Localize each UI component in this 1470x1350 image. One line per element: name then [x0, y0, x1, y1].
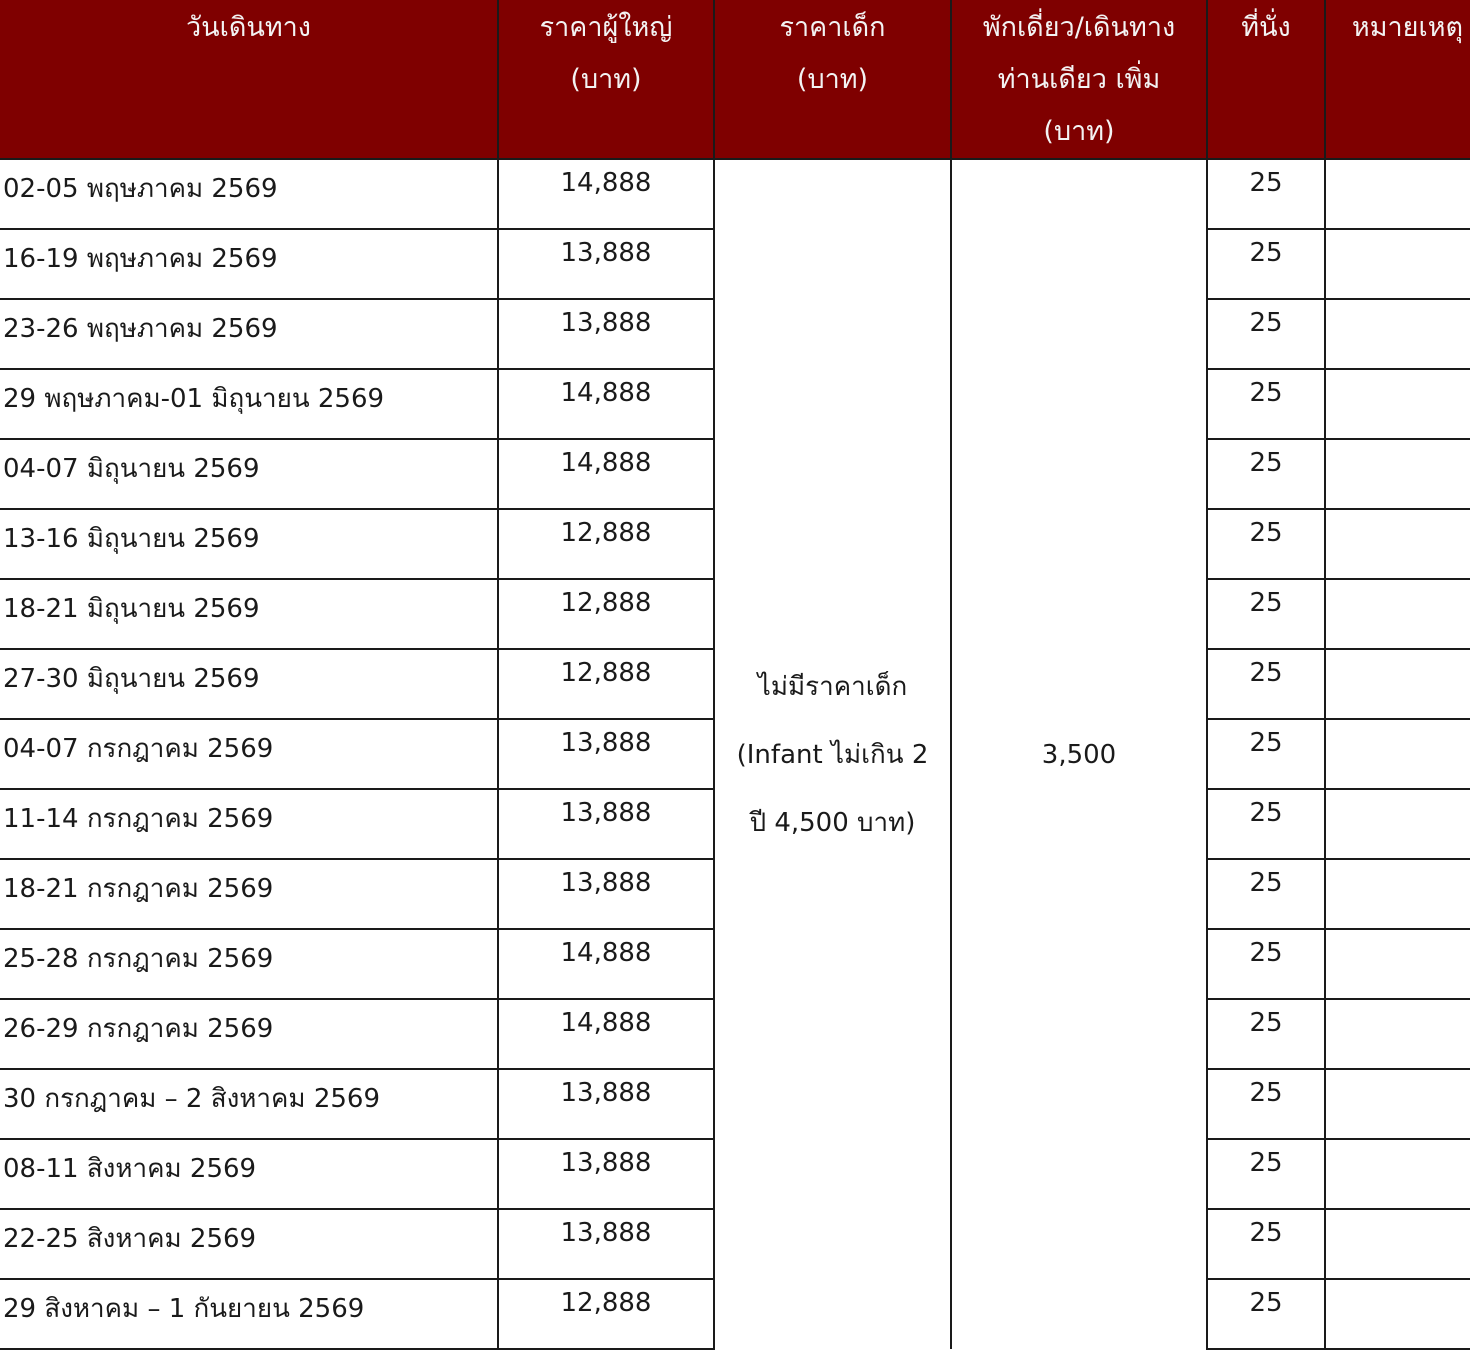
child-price-cell: [714, 159, 951, 1349]
seats-cell: 25: [1207, 299, 1325, 369]
seats-cell: 25: [1207, 1279, 1325, 1349]
seats-cell: 25: [1207, 719, 1325, 789]
adult-price-cell: 13,888: [498, 299, 714, 369]
adult-price-cell: 12,888: [498, 649, 714, 719]
note-cell: [1325, 229, 1470, 299]
adult-price-cell: 13,888: [498, 1209, 714, 1279]
adult-price-cell: 14,888: [498, 369, 714, 439]
adult-price-cell: 14,888: [498, 929, 714, 999]
header-line: ท่านเดียว เพิ่ม: [997, 64, 1161, 95]
single-supplement-cell: 3,500: [951, 159, 1207, 1349]
header-date: [0, 0, 498, 159]
header-line: พักเดี่ยว/เดินทาง: [982, 12, 1176, 43]
child-price-line: ปี 4,500 บาท): [749, 807, 916, 838]
adult-price-cell: 13,888: [498, 719, 714, 789]
note-cell: [1325, 999, 1470, 1069]
note-cell: [1325, 789, 1470, 859]
seats-cell: 25: [1207, 159, 1325, 229]
travel-date-cell: 29 สิงหาคม – 1 กันยายน 2569: [0, 1279, 498, 1349]
adult-price-cell: 12,888: [498, 579, 714, 649]
travel-date-cell: 26-29 กรกฎาคม 2569: [0, 999, 498, 1069]
seats-cell: 25: [1207, 369, 1325, 439]
travel-date-cell: 25-28 กรกฎาคม 2569: [0, 929, 498, 999]
note-cell: [1325, 439, 1470, 509]
travel-date-cell: 16-19 พฤษภาคม 2569: [0, 229, 498, 299]
header-line: (บาท): [1043, 116, 1115, 147]
adult-price-cell: 12,888: [498, 509, 714, 579]
header-child-price: [714, 0, 951, 159]
adult-price-cell: 14,888: [498, 439, 714, 509]
adult-price-cell: 13,888: [498, 1069, 714, 1139]
note-cell: [1325, 1139, 1470, 1209]
adult-price-cell: 13,888: [498, 789, 714, 859]
header-line: วันเดินทาง: [186, 12, 311, 43]
adult-price-cell: 13,888: [498, 1139, 714, 1209]
header-note: [1325, 0, 1470, 159]
note-cell: [1325, 579, 1470, 649]
header-line: (บาท): [570, 64, 642, 95]
seats-cell: 25: [1207, 439, 1325, 509]
travel-date-cell: 04-07 กรกฎาคม 2569: [0, 719, 498, 789]
note-cell: [1325, 1279, 1470, 1349]
header-line: ที่นั่ง: [1241, 12, 1291, 43]
note-cell: [1325, 1069, 1470, 1139]
note-cell: [1325, 159, 1470, 229]
travel-date-cell: 18-21 มิถุนายน 2569: [0, 579, 498, 649]
adult-price-cell: 13,888: [498, 229, 714, 299]
adult-price-cell: 13,888: [498, 859, 714, 929]
travel-date-cell: 29 พฤษภาคม-01 มิถุนายน 2569: [0, 369, 498, 439]
seats-cell: 25: [1207, 649, 1325, 719]
travel-date-cell: 02-05 พฤษภาคม 2569: [0, 159, 498, 229]
header-seats: [1207, 0, 1325, 159]
note-cell: [1325, 719, 1470, 789]
seats-cell: 25: [1207, 579, 1325, 649]
seats-cell: 25: [1207, 859, 1325, 929]
table-row: [0, 159, 1470, 229]
seats-cell: 25: [1207, 229, 1325, 299]
table-body: [0, 159, 1470, 1349]
seats-cell: 25: [1207, 1139, 1325, 1209]
child-price-line: (Infant ไม่เกิน 2: [736, 739, 929, 770]
travel-date-cell: 30 กรกฎาคม – 2 สิงหาคม 2569: [0, 1069, 498, 1139]
header-line: (บาท): [796, 64, 869, 95]
seats-cell: 25: [1207, 789, 1325, 859]
note-cell: [1325, 299, 1470, 369]
seats-cell: 25: [1207, 929, 1325, 999]
header-line: ราคาเด็ก: [779, 12, 886, 43]
seats-cell: 25: [1207, 1069, 1325, 1139]
adult-price-cell: 14,888: [498, 999, 714, 1069]
note-cell: [1325, 929, 1470, 999]
note-cell: [1325, 509, 1470, 579]
travel-date-cell: 11-14 กรกฎาคม 2569: [0, 789, 498, 859]
header-adult-price: [498, 0, 714, 159]
travel-date-cell: 23-26 พฤษภาคม 2569: [0, 299, 498, 369]
adult-price-cell: 14,888: [498, 159, 714, 229]
note-cell: [1325, 649, 1470, 719]
note-cell: [1325, 369, 1470, 439]
seats-cell: 25: [1207, 509, 1325, 579]
seats-cell: 25: [1207, 999, 1325, 1069]
travel-date-cell: 27-30 มิถุนายน 2569: [0, 649, 498, 719]
note-cell: [1325, 1209, 1470, 1279]
child-price-line: ไม่มีราคาเด็ก: [757, 671, 908, 702]
travel-date-cell: 22-25 สิงหาคม 2569: [0, 1209, 498, 1279]
travel-date-cell: 18-21 กรกฎาคม 2569: [0, 859, 498, 929]
travel-date-cell: 08-11 สิงหาคม 2569: [0, 1139, 498, 1209]
adult-price-cell: 12,888: [498, 1279, 714, 1349]
header-line: หมายเหตุ: [1351, 12, 1464, 43]
table-header: [0, 0, 1470, 159]
header-single-supplement: [951, 0, 1207, 159]
travel-date-cell: 13-16 มิถุนายน 2569: [0, 509, 498, 579]
note-cell: [1325, 859, 1470, 929]
header-line: ราคาผู้ใหญ่: [539, 12, 673, 43]
seats-cell: 25: [1207, 1209, 1325, 1279]
travel-date-cell: 04-07 มิถุนายน 2569: [0, 439, 498, 509]
